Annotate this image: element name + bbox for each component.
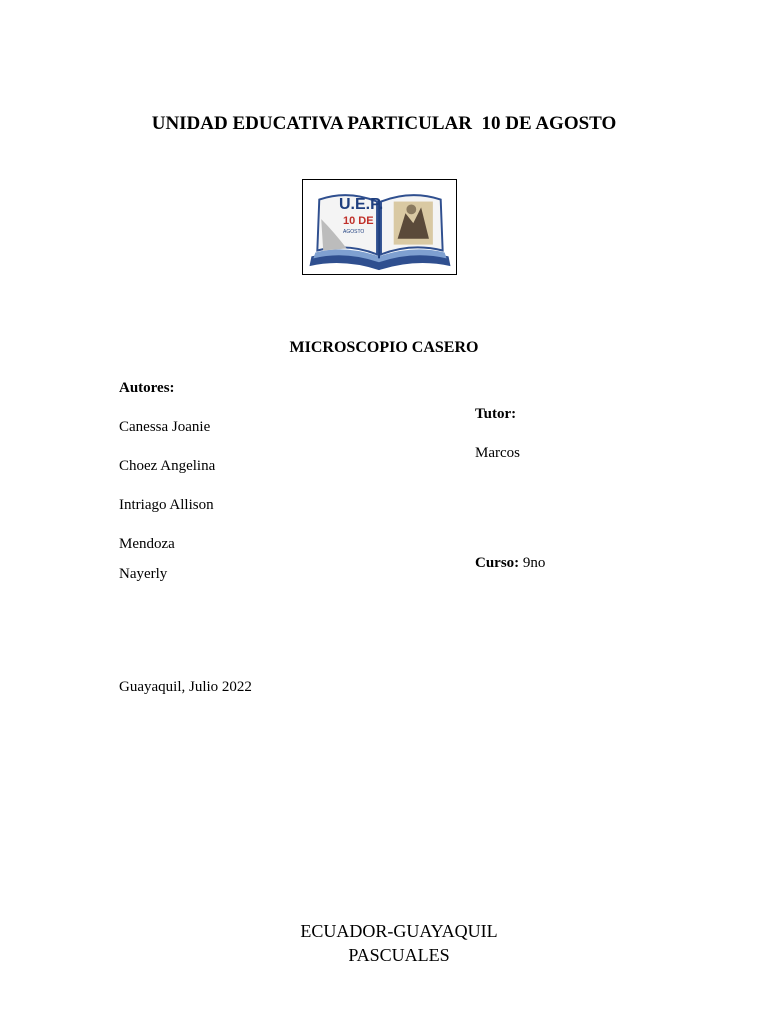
author-name: Mendoza (119, 536, 175, 552)
author-name: Nayerly (119, 566, 168, 582)
logo-text-10-de: 10 DE (343, 215, 374, 227)
school-logo (302, 179, 457, 275)
author-name: Choez Angelina (119, 458, 216, 474)
school-crest-book-icon (303, 180, 456, 274)
logo-text-agosto: AGOSTO (343, 229, 365, 235)
author-name: Intriago Allison (119, 497, 214, 513)
place-date: Guayaquil, Julio 2022 (119, 679, 252, 695)
tutor-name: Marcos (475, 445, 520, 461)
course-value: 9no (519, 555, 546, 571)
footer-country-city: ECUADOR-GUAYAQUIL (300, 921, 498, 941)
tutor-label: Tutor: (475, 406, 517, 422)
document-title: MICROSCOPIO CASERO (289, 339, 479, 356)
course-label: Curso: (475, 555, 520, 571)
author-name: Canessa Joanie (119, 419, 211, 435)
school-name: UNIDAD EDUCATIVA PARTICULAR 10 DE AGOSTO (151, 113, 617, 134)
logo-text-uep: U.E.P. (339, 196, 384, 213)
footer-district: PASCUALES (348, 945, 450, 965)
course-line (475, 555, 545, 572)
authors-label: Autores: (119, 380, 175, 396)
